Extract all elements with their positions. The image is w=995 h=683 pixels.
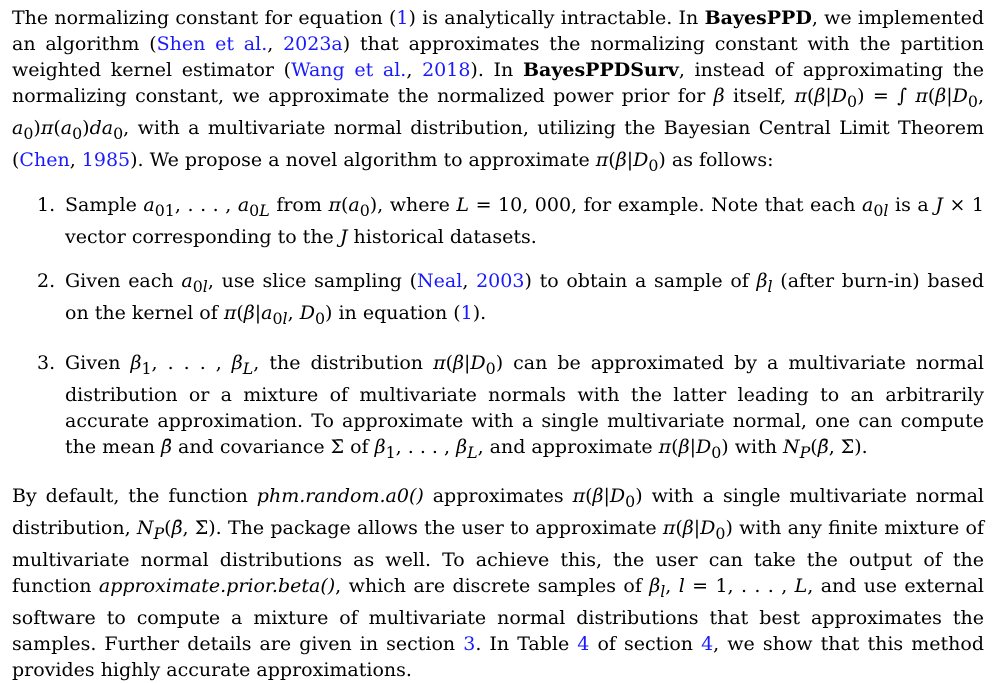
intro-paragraph: The normalizing constant for equation (1) is analytically intractable. In BayesPPD, we implemented an algorithm (Shen et al., 2023a) that approximates the normalizing constant with the partition weighted kernel estimator (Wang et al., 2018). In BayesPPDSurv, instead of approximating the normalizing constant, we approximate the normalized power prior for β itself, $\pi(\beta|D_0)$ = ∫ $\pi(\beta|D_0$, $a_0)\pi(a_0)da_0$, with a multivariate normal distribution, utilizing the Bayesian Central Limit Theorem (Chen, 1985). We propose a novel algorithm to approximate $\pi(\beta|D_0)$ as follows: bbox=[12, 7, 984, 175]
algorithm-steps bbox=[12, 192, 984, 465]
citation-link[interactable]: Neal bbox=[417, 270, 463, 293]
equation-ref-link[interactable]: 1 bbox=[396, 7, 409, 29]
citation-link[interactable]: 2018 bbox=[422, 59, 471, 81]
list-item: 1. Sample $a_{01}$, . . . , $a_{0L}$ from $\pi(a_0)$, where L = 10, 000, for example. Note that each $a_{0l}$ is a J × 1 vector corresponding to the J historical datasets. bbox=[37, 194, 985, 249]
paper-body bbox=[12, 5, 984, 683]
section-ref-link[interactable]: 3 bbox=[463, 632, 476, 655]
default-paragraph: By default, the function phm.random.a0() approximates $\pi(\beta|D_0)$ with a single multivariate normal distribution, $N_P(\betā$, Σ̄). The package allows the user to approximate $\pi(\beta|D_0)$ with any finite mixture of multivariate normal distributions as well. To achieve this, the user can take the output of the function approximate.prior.beta(), which are discrete samples of $\beta_l$, l = 1, . . . , L, and use external software to compute a mixture of multivariate normal distributions that best approximates the samples. Further details are given in section 3. In Table 4 of section 4, we show that this method provides highly accurate approximations. bbox=[12, 485, 984, 681]
citation-link[interactable]: 1985 bbox=[81, 148, 131, 171]
table-ref-link[interactable]: 4 bbox=[577, 632, 590, 655]
citation-link[interactable]: 2023a bbox=[283, 33, 343, 55]
citation-link[interactable]: Wang et al. bbox=[291, 59, 407, 81]
list-item: 3. Given $\beta_1$, . . . , $\beta_L$, the distribution $\pi(\beta|D_0)$ can be approximated by a multivariate normal distribution or a mixture of multivariate normals with the latter leading to an arbitrarily accurate approximation. To approximate with a single multivariate normal, one can compute the mean β̄ and covariance Σ̄ of $\beta_1$, . . . , $\beta_L$, and approximate $\pi(\beta|D_0)$ with $N_P(\betā$, Σ̄). bbox=[37, 351, 984, 462]
list-item: 2. Given each $a_{0l}$, use slice sampling (Neal, 2003) to obtain a sample of $\beta_l$ (after burn-in) based on the kernel of $\pi(\beta|a_{0l}$, $D_0$) in equation (1). bbox=[37, 270, 984, 328]
citation-link[interactable]: Chen bbox=[19, 148, 70, 171]
equation-ref-link[interactable]: 1 bbox=[460, 301, 473, 324]
citation-link[interactable]: 2003 bbox=[476, 270, 525, 293]
citation-link[interactable]: Shen et al. bbox=[156, 33, 268, 55]
section-ref-link[interactable]: 4 bbox=[701, 632, 714, 655]
